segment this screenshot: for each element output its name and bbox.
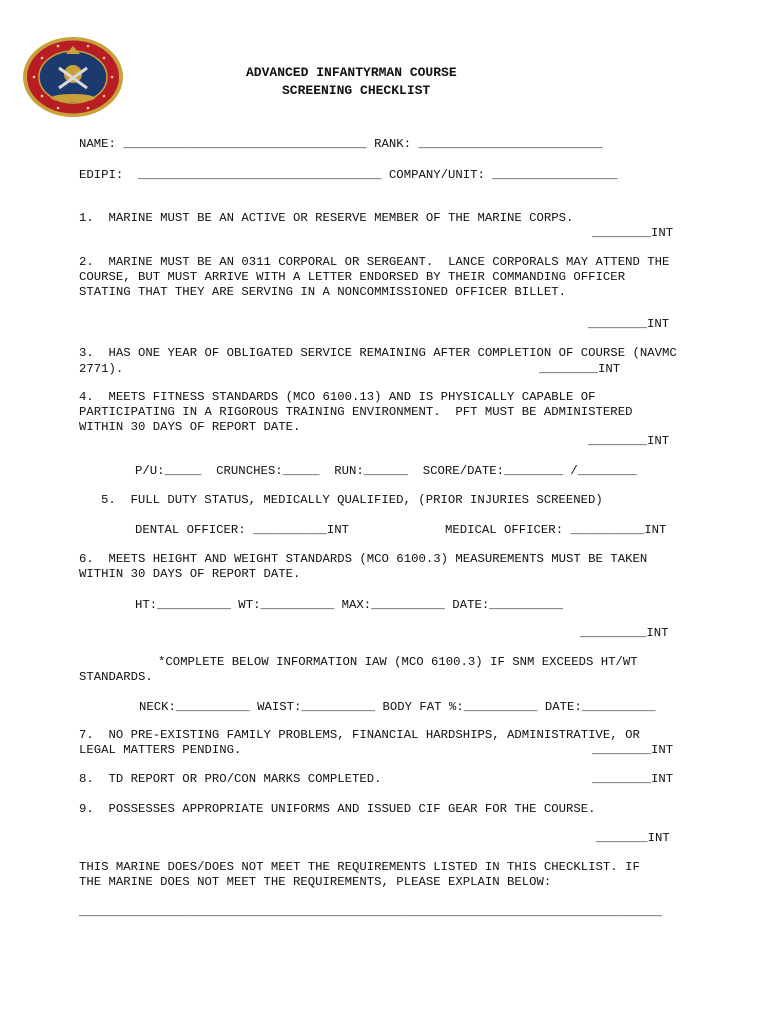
item-4-line-1: 4. MEETS FITNESS STANDARDS (MCO 6100.13) AND IS PHYSICALLY CAPABLE OF: [79, 390, 596, 404]
item-7-initials[interactable]: ________INT: [592, 743, 674, 757]
item-4-initials[interactable]: ________INT: [588, 434, 670, 448]
item-7-line-2: LEGAL MATTERS PENDING.: [79, 743, 242, 757]
item-2-line-2: COURSE, BUT MUST ARRIVE WITH A LETTER ENDORSED BY THEIR COMMANDING OFFICER: [79, 270, 626, 284]
title-line-2: SCREENING CHECKLIST: [282, 83, 431, 98]
item-2-line-1: 2. MARINE MUST BE AN 0311 CORPORAL OR SERGEANT. LANCE CORPORALS MAY ATTEND THE: [79, 255, 670, 269]
item-9: 9. POSSESSES APPROPRIATE UNIFORMS AND ISSUED CIF GEAR FOR THE COURSE.: [79, 802, 596, 816]
pft-scores-line[interactable]: P/U:_____ CRUNCHES:_____ RUN:______ SCORE/DATE:________ /________: [135, 464, 637, 478]
item-2-initials[interactable]: ________INT: [588, 317, 670, 331]
item-3-line-2: 2771).: [79, 362, 124, 376]
medical-officer-field[interactable]: MEDICAL OFFICER: __________INT: [445, 523, 667, 537]
footer-statement-line-1: THIS MARINE DOES/DOES NOT MEET THE REQUIREMENTS LISTED IN THIS CHECKLIST. IF: [79, 860, 640, 874]
item-3-line-1: 3. HAS ONE YEAR OF OBLIGATED SERVICE REMAINING AFTER COMPLETION OF COURSE (NAVMC: [79, 346, 677, 360]
complete-note-line-2: STANDARDS.: [79, 670, 153, 684]
item-2-line-3: STATING THAT THEY ARE SERVING IN A NONCOMMISSIONED OFFICER BILLET.: [79, 285, 567, 299]
dental-officer-field[interactable]: DENTAL OFFICER: __________INT: [135, 523, 350, 537]
height-weight-line[interactable]: HT:__________ WT:__________ MAX:__________ DATE:__________: [135, 598, 564, 612]
item-3-initials[interactable]: ________INT: [539, 362, 621, 376]
body-measurements-line[interactable]: NECK:__________ WAIST:__________ BODY FAT %:__________ DATE:__________: [139, 700, 656, 714]
item-1: 1. MARINE MUST BE AN ACTIVE OR RESERVE MEMBER OF THE MARINE CORPS.: [79, 211, 574, 225]
title-line-1: ADVANCED INFANTYRMAN COURSE: [246, 65, 457, 80]
name-rank-field[interactable]: NAME: _________________________________ RANK: _________________________: [79, 137, 603, 151]
item-1-initials[interactable]: ________INT: [592, 226, 674, 240]
explanation-blank-line[interactable]: _______________________________________________________________________________: [79, 905, 662, 919]
item-6-line-1: 6. MEETS HEIGHT AND WEIGHT STANDARDS (MCO 6100.3) MEASUREMENTS MUST BE TAKEN: [79, 552, 648, 566]
item-7-line-1: 7. NO PRE-EXISTING FAMILY PROBLEMS, FINANCIAL HARDSHIPS, ADMINISTRATIVE, OR: [79, 728, 640, 742]
item-6-line-2: WITHIN 30 DAYS OF REPORT DATE.: [79, 567, 301, 581]
item-9-initials[interactable]: _______INT: [596, 831, 670, 845]
footer-statement-line-2: THE MARINE DOES NOT MEET THE REQUIREMENTS, PLEASE EXPLAIN BELOW:: [79, 875, 552, 889]
item-8: 8. TD REPORT OR PRO/CON MARKS COMPLETED.: [79, 772, 382, 786]
edipi-company-field[interactable]: EDIPI: _________________________________ COMPANY/UNIT: _________________: [79, 168, 618, 182]
item-8-initials[interactable]: ________INT: [592, 772, 674, 786]
item-4-line-3: WITHIN 30 DAYS OF REPORT DATE.: [79, 420, 301, 434]
item-6-initials[interactable]: _________INT: [580, 626, 669, 640]
item-5: 5. FULL DUTY STATUS, MEDICALLY QUALIFIED, (PRIOR INJURIES SCREENED): [101, 493, 603, 507]
item-4-line-2: PARTICIPATING IN A RIGOROUS TRAINING ENVIRONMENT. PFT MUST BE ADMINISTERED: [79, 405, 633, 419]
unit-seal-logo: [22, 36, 124, 118]
complete-note-line-1: *COMPLETE BELOW INFORMATION IAW (MCO 6100.3) IF SNM EXCEEDS HT/WT: [158, 655, 638, 669]
